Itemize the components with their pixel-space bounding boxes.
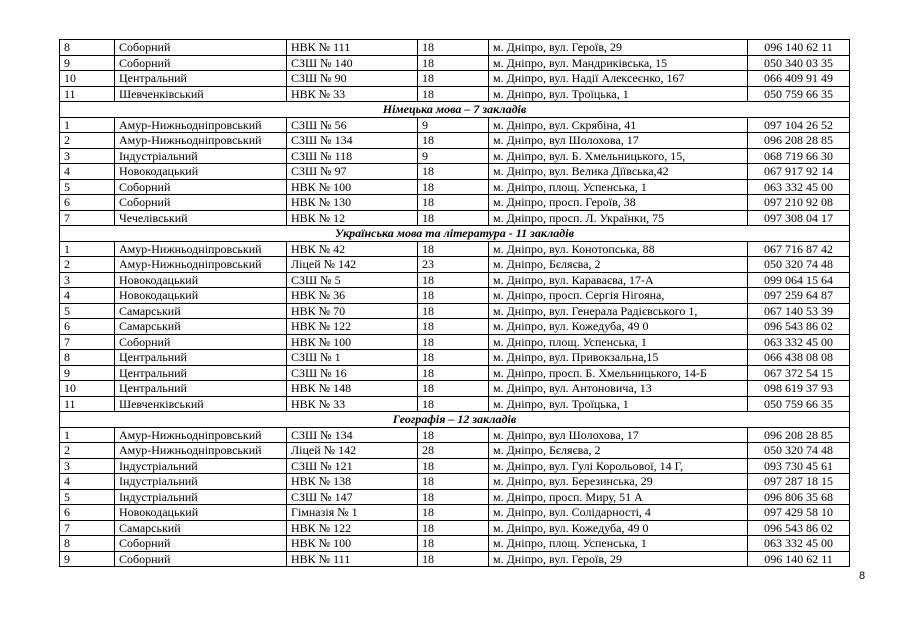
section-header bbox=[60, 226, 850, 242]
address-cell: м. Дніпро, просп. Б. Хмельницького, 14-Б bbox=[489, 365, 748, 381]
school-name-cell: НВК № 111 bbox=[287, 40, 418, 56]
table-row bbox=[60, 350, 850, 366]
address-cell: м. Дніпро, вул. Привокзальна,15 bbox=[489, 350, 748, 366]
phone-cell: 096 806 35 68 bbox=[748, 489, 850, 505]
address-cell: м. Дніпро, Бєляєва, 2 bbox=[489, 443, 748, 459]
phone-cell: 096 208 28 85 bbox=[748, 133, 850, 149]
school-name-cell: СЗШ № 134 bbox=[287, 133, 418, 149]
district-cell: Соборний bbox=[115, 334, 287, 350]
table-row bbox=[60, 55, 850, 71]
table-row bbox=[60, 551, 850, 567]
table-row bbox=[60, 164, 850, 180]
school-name-cell: СЗШ № 1 bbox=[287, 350, 418, 366]
table-row bbox=[60, 381, 850, 397]
school-name-cell: НВК № 148 bbox=[287, 381, 418, 397]
table-row bbox=[60, 536, 850, 552]
district-cell: Центральний bbox=[115, 71, 287, 87]
count-cell: 9 bbox=[418, 117, 489, 133]
row-number-cell: 10 bbox=[60, 381, 115, 397]
row-number-cell: 7 bbox=[60, 210, 115, 226]
table-row bbox=[60, 288, 850, 304]
row-number-cell: 9 bbox=[60, 551, 115, 567]
table-row bbox=[60, 241, 850, 257]
district-cell: Амур-Нижньодніпровський bbox=[115, 241, 287, 257]
address-cell: м. Дніпро, площ. Успенська, 1 bbox=[489, 536, 748, 552]
table-row bbox=[60, 117, 850, 133]
address-cell: м. Дніпро, вул. Кожедуба, 49 0 bbox=[489, 319, 748, 335]
count-cell: 18 bbox=[418, 133, 489, 149]
count-cell: 18 bbox=[418, 303, 489, 319]
address-cell: м. Дніпро, вул Шолохова, 17 bbox=[489, 133, 748, 149]
address-cell: м. Дніпро, вул. Солідарності, 4 bbox=[489, 505, 748, 521]
school-name-cell: НВК № 36 bbox=[287, 288, 418, 304]
table-row bbox=[60, 86, 850, 102]
count-cell: 18 bbox=[418, 381, 489, 397]
section-title: Німецька мова – 7 закладів bbox=[60, 102, 850, 118]
count-cell: 18 bbox=[418, 334, 489, 350]
school-name-cell: СЗШ № 147 bbox=[287, 489, 418, 505]
count-cell: 18 bbox=[418, 55, 489, 71]
count-cell: 18 bbox=[418, 536, 489, 552]
table-row bbox=[60, 427, 850, 443]
count-cell: 18 bbox=[418, 505, 489, 521]
address-cell: м. Дніпро, вул. Антоновича, 13 bbox=[489, 381, 748, 397]
phone-cell: 063 332 45 00 bbox=[748, 179, 850, 195]
district-cell: Амур-Нижньодніпровський bbox=[115, 117, 287, 133]
address-cell: м. Дніпро, вул. Героїв, 29 bbox=[489, 551, 748, 567]
table-row bbox=[60, 474, 850, 490]
row-number-cell: 5 bbox=[60, 179, 115, 195]
district-cell: Амур-Нижньодніпровський bbox=[115, 427, 287, 443]
row-number-cell: 9 bbox=[60, 55, 115, 71]
address-cell: м. Дніпро, просп. Миру, 51 А bbox=[489, 489, 748, 505]
count-cell: 18 bbox=[418, 458, 489, 474]
address-cell: м. Дніпро, вул. Генерала Радієвського 1, bbox=[489, 303, 748, 319]
count-cell: 18 bbox=[418, 241, 489, 257]
school-name-cell: НВК № 100 bbox=[287, 334, 418, 350]
phone-cell: 096 543 86 02 bbox=[748, 520, 850, 536]
row-number-cell: 6 bbox=[60, 195, 115, 211]
phone-cell: 096 140 62 11 bbox=[748, 551, 850, 567]
school-name-cell: СЗШ № 97 bbox=[287, 164, 418, 180]
row-number-cell: 3 bbox=[60, 148, 115, 164]
phone-cell: 063 332 45 00 bbox=[748, 334, 850, 350]
count-cell: 18 bbox=[418, 71, 489, 87]
phone-cell: 050 320 74 48 bbox=[748, 443, 850, 459]
district-cell: Соборний bbox=[115, 551, 287, 567]
table-row bbox=[60, 319, 850, 335]
row-number-cell: 7 bbox=[60, 334, 115, 350]
count-cell: 18 bbox=[418, 164, 489, 180]
school-name-cell: НВК № 100 bbox=[287, 536, 418, 552]
school-name-cell: НВК № 111 bbox=[287, 551, 418, 567]
district-cell: Новокодацький bbox=[115, 505, 287, 521]
phone-cell: 098 619 37 93 bbox=[748, 381, 850, 397]
phone-cell: 097 429 58 10 bbox=[748, 505, 850, 521]
district-cell: Амур-Нижньодніпровський bbox=[115, 443, 287, 459]
school-name-cell: СЗШ № 90 bbox=[287, 71, 418, 87]
table-row bbox=[60, 303, 850, 319]
table-row bbox=[60, 272, 850, 288]
school-name-cell: НВК № 122 bbox=[287, 319, 418, 335]
table-row bbox=[60, 443, 850, 459]
row-number-cell: 3 bbox=[60, 272, 115, 288]
phone-cell: 067 372 54 15 bbox=[748, 365, 850, 381]
school-name-cell: СЗШ № 140 bbox=[287, 55, 418, 71]
school-name-cell: Ліцей № 142 bbox=[287, 443, 418, 459]
count-cell: 18 bbox=[418, 427, 489, 443]
school-name-cell: Гімназія № 1 bbox=[287, 505, 418, 521]
table-row bbox=[60, 210, 850, 226]
school-name-cell: СЗШ № 56 bbox=[287, 117, 418, 133]
school-name-cell: СЗШ № 5 bbox=[287, 272, 418, 288]
address-cell: м. Дніпро, вул. Березинська, 29 bbox=[489, 474, 748, 490]
table-row bbox=[60, 133, 850, 149]
row-number-cell: 3 bbox=[60, 458, 115, 474]
table-row bbox=[60, 148, 850, 164]
row-number-cell: 8 bbox=[60, 40, 115, 56]
district-cell: Індустріальний bbox=[115, 458, 287, 474]
row-number-cell: 4 bbox=[60, 288, 115, 304]
table-row bbox=[60, 458, 850, 474]
table-row bbox=[60, 257, 850, 273]
row-number-cell: 2 bbox=[60, 443, 115, 459]
count-cell: 18 bbox=[418, 210, 489, 226]
district-cell: Соборний bbox=[115, 195, 287, 211]
count-cell: 18 bbox=[418, 179, 489, 195]
count-cell: 18 bbox=[418, 365, 489, 381]
district-cell: Індустріальний bbox=[115, 148, 287, 164]
row-number-cell: 1 bbox=[60, 427, 115, 443]
address-cell: м. Дніпро, вул. Б. Хмельницького, 15, bbox=[489, 148, 748, 164]
address-cell: м. Дніпро, вул Шолохова, 17 bbox=[489, 427, 748, 443]
district-cell: Центральний bbox=[115, 381, 287, 397]
count-cell: 18 bbox=[418, 86, 489, 102]
table-row bbox=[60, 334, 850, 350]
address-cell: м. Дніпро, вул. Троїцька, 1 bbox=[489, 396, 748, 412]
table-row bbox=[60, 71, 850, 87]
count-cell: 18 bbox=[418, 195, 489, 211]
school-name-cell: СЗШ № 121 bbox=[287, 458, 418, 474]
district-cell: Новокодацький bbox=[115, 272, 287, 288]
school-name-cell: СЗШ № 134 bbox=[287, 427, 418, 443]
row-number-cell: 7 bbox=[60, 520, 115, 536]
row-number-cell: 11 bbox=[60, 86, 115, 102]
district-cell: Центральний bbox=[115, 350, 287, 366]
phone-cell: 096 543 86 02 bbox=[748, 319, 850, 335]
table-row bbox=[60, 179, 850, 195]
phone-cell: 097 287 18 15 bbox=[748, 474, 850, 490]
row-number-cell: 6 bbox=[60, 319, 115, 335]
table-row bbox=[60, 396, 850, 412]
table-body bbox=[60, 40, 850, 567]
address-cell: м. Дніпро, вул. Надії Алексеєнко, 167 bbox=[489, 71, 748, 87]
phone-cell: 050 759 66 35 bbox=[748, 86, 850, 102]
table-row bbox=[60, 365, 850, 381]
section-header bbox=[60, 102, 850, 118]
address-cell: м. Дніпро, площ. Успенська, 1 bbox=[489, 334, 748, 350]
phone-cell: 067 140 53 39 bbox=[748, 303, 850, 319]
phone-cell: 097 104 26 52 bbox=[748, 117, 850, 133]
school-name-cell: НВК № 100 bbox=[287, 179, 418, 195]
address-cell: м. Дніпро, вул. Скрябіна, 41 bbox=[489, 117, 748, 133]
school-name-cell: НВК № 33 bbox=[287, 396, 418, 412]
address-cell: м. Дніпро, площ. Успенська, 1 bbox=[489, 179, 748, 195]
schools-table bbox=[59, 39, 850, 567]
district-cell: Чечелівський bbox=[115, 210, 287, 226]
school-name-cell: НВК № 138 bbox=[287, 474, 418, 490]
district-cell: Шевченківський bbox=[115, 86, 287, 102]
count-cell: 18 bbox=[418, 520, 489, 536]
district-cell: Амур-Нижньодніпровський bbox=[115, 133, 287, 149]
table-row bbox=[60, 520, 850, 536]
row-number-cell: 1 bbox=[60, 241, 115, 257]
table-row bbox=[60, 489, 850, 505]
phone-cell: 063 332 45 00 bbox=[748, 536, 850, 552]
table-row bbox=[60, 505, 850, 521]
phone-cell: 050 320 74 48 bbox=[748, 257, 850, 273]
table-row bbox=[60, 40, 850, 56]
district-cell: Індустріальний bbox=[115, 474, 287, 490]
phone-cell: 097 210 92 08 bbox=[748, 195, 850, 211]
count-cell: 28 bbox=[418, 443, 489, 459]
count-cell: 18 bbox=[418, 272, 489, 288]
row-number-cell: 9 bbox=[60, 365, 115, 381]
phone-cell: 093 730 45 61 bbox=[748, 458, 850, 474]
district-cell: Центральний bbox=[115, 365, 287, 381]
phone-cell: 099 064 15 64 bbox=[748, 272, 850, 288]
phone-cell: 066 409 91 49 bbox=[748, 71, 850, 87]
page-number: 8 bbox=[859, 570, 866, 582]
school-name-cell: НВК № 122 bbox=[287, 520, 418, 536]
count-cell: 18 bbox=[418, 40, 489, 56]
school-name-cell: СЗШ № 118 bbox=[287, 148, 418, 164]
row-number-cell: 2 bbox=[60, 257, 115, 273]
address-cell: м. Дніпро, вул. Караваєва, 17-А bbox=[489, 272, 748, 288]
phone-cell: 050 340 03 35 bbox=[748, 55, 850, 71]
address-cell: м. Дніпро, просп. Сергія Нігояна, bbox=[489, 288, 748, 304]
school-name-cell: НВК № 130 bbox=[287, 195, 418, 211]
phone-cell: 050 759 66 35 bbox=[748, 396, 850, 412]
count-cell: 18 bbox=[418, 489, 489, 505]
row-number-cell: 4 bbox=[60, 164, 115, 180]
phone-cell: 097 308 04 17 bbox=[748, 210, 850, 226]
count-cell: 18 bbox=[418, 474, 489, 490]
row-number-cell: 5 bbox=[60, 489, 115, 505]
count-cell: 23 bbox=[418, 257, 489, 273]
count-cell: 18 bbox=[418, 350, 489, 366]
address-cell: м. Дніпро, просп. Л. Українки, 75 bbox=[489, 210, 748, 226]
count-cell: 18 bbox=[418, 319, 489, 335]
school-name-cell: НВК № 12 bbox=[287, 210, 418, 226]
phone-cell: 068 719 66 30 bbox=[748, 148, 850, 164]
table-row bbox=[60, 195, 850, 211]
district-cell: Соборний bbox=[115, 179, 287, 195]
school-name-cell: СЗШ № 16 bbox=[287, 365, 418, 381]
school-name-cell: НВК № 42 bbox=[287, 241, 418, 257]
school-name-cell: НВК № 70 bbox=[287, 303, 418, 319]
count-cell: 18 bbox=[418, 551, 489, 567]
address-cell: м. Дніпро, Бєляєва, 2 bbox=[489, 257, 748, 273]
phone-cell: 097 259 64 87 bbox=[748, 288, 850, 304]
phone-cell: 067 716 87 42 bbox=[748, 241, 850, 257]
address-cell: м. Дніпро, вул. Велика Діївська,42 bbox=[489, 164, 748, 180]
address-cell: м. Дніпро, вул. Мандриківська, 15 bbox=[489, 55, 748, 71]
district-cell: Самарський bbox=[115, 303, 287, 319]
address-cell: м. Дніпро, вул. Троїцька, 1 bbox=[489, 86, 748, 102]
district-cell: Амур-Нижньодніпровський bbox=[115, 257, 287, 273]
district-cell: Соборний bbox=[115, 40, 287, 56]
address-cell: м. Дніпро, вул. Гулі Корольової, 14 Г, bbox=[489, 458, 748, 474]
count-cell: 9 bbox=[418, 148, 489, 164]
district-cell: Самарський bbox=[115, 520, 287, 536]
phone-cell: 096 140 62 11 bbox=[748, 40, 850, 56]
row-number-cell: 4 bbox=[60, 474, 115, 490]
phone-cell: 067 917 92 14 bbox=[748, 164, 850, 180]
row-number-cell: 5 bbox=[60, 303, 115, 319]
district-cell: Соборний bbox=[115, 55, 287, 71]
row-number-cell: 8 bbox=[60, 536, 115, 552]
district-cell: Шевченківський bbox=[115, 396, 287, 412]
row-number-cell: 11 bbox=[60, 396, 115, 412]
row-number-cell: 10 bbox=[60, 71, 115, 87]
district-cell: Новокодацький bbox=[115, 164, 287, 180]
section-title: Географія – 12 закладів bbox=[60, 412, 850, 428]
row-number-cell: 6 bbox=[60, 505, 115, 521]
row-number-cell: 1 bbox=[60, 117, 115, 133]
district-cell: Індустріальний bbox=[115, 489, 287, 505]
count-cell: 18 bbox=[418, 288, 489, 304]
section-title: Українська мова та література - 11 закладів bbox=[60, 226, 850, 242]
phone-cell: 096 208 28 85 bbox=[748, 427, 850, 443]
address-cell: м. Дніпро, вул. Героїв, 29 bbox=[489, 40, 748, 56]
school-name-cell: Ліцей № 142 bbox=[287, 257, 418, 273]
address-cell: м. Дніпро, вул. Кожедуба, 49 0 bbox=[489, 520, 748, 536]
district-cell: Самарський bbox=[115, 319, 287, 335]
phone-cell: 066 438 08 08 bbox=[748, 350, 850, 366]
school-name-cell: НВК № 33 bbox=[287, 86, 418, 102]
row-number-cell: 8 bbox=[60, 350, 115, 366]
address-cell: м. Дніпро, вул. Конотопська, 88 bbox=[489, 241, 748, 257]
district-cell: Новокодацький bbox=[115, 288, 287, 304]
section-header bbox=[60, 412, 850, 428]
address-cell: м. Дніпро, просп. Героїв, 38 bbox=[489, 195, 748, 211]
row-number-cell: 2 bbox=[60, 133, 115, 149]
count-cell: 18 bbox=[418, 396, 489, 412]
district-cell: Соборний bbox=[115, 536, 287, 552]
